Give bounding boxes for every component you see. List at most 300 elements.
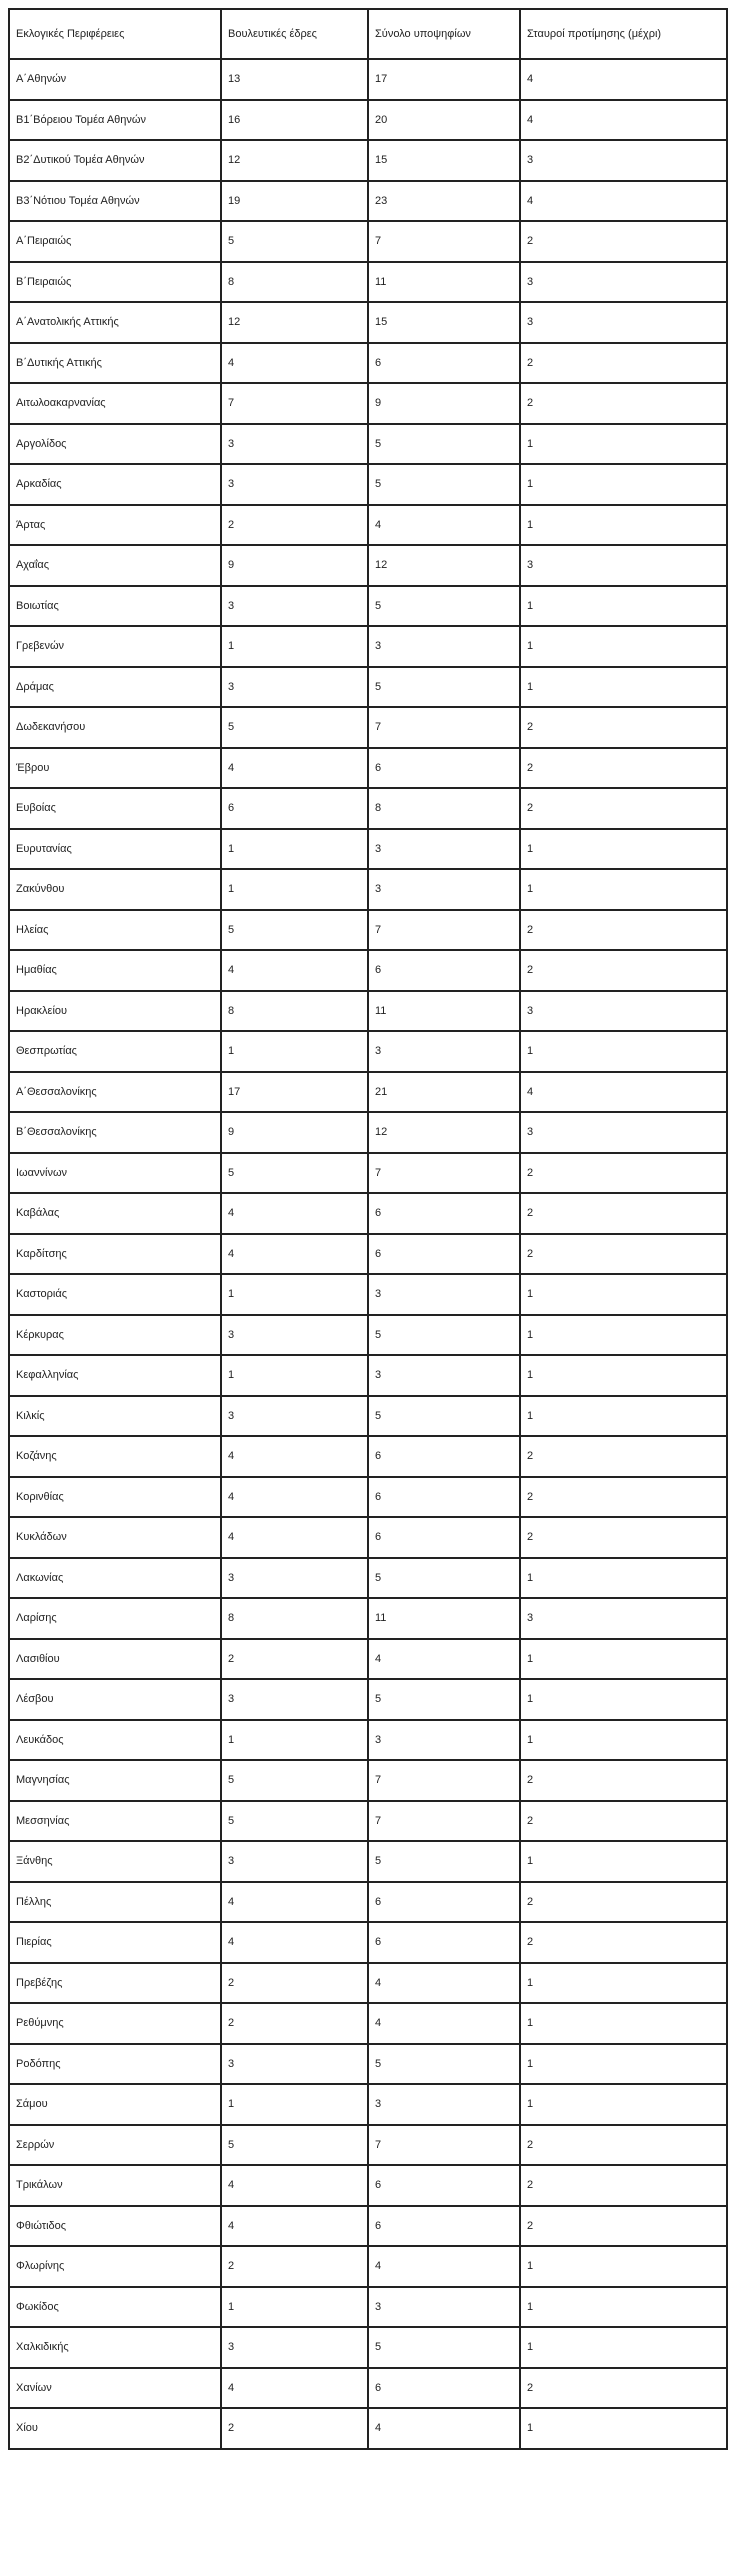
cell-seats: 12 <box>221 302 368 343</box>
cell-candidates: 4 <box>368 1639 520 1680</box>
cell-district: Πέλλης <box>9 1882 221 1923</box>
cell-seats: 2 <box>221 1963 368 2004</box>
cell-seats: 1 <box>221 1274 368 1315</box>
cell-candidates: 6 <box>368 1436 520 1477</box>
table-row <box>9 829 727 870</box>
cell-candidates: 11 <box>368 262 520 303</box>
table-row <box>9 1639 727 1680</box>
cell-district: Λέσβου <box>9 1679 221 1720</box>
table-row <box>9 1153 727 1194</box>
cell-seats: 2 <box>221 505 368 546</box>
cell-candidates: 6 <box>368 748 520 789</box>
cell-candidates: 4 <box>368 1963 520 2004</box>
cell-candidates: 6 <box>368 1193 520 1234</box>
cell-preference-votes: 2 <box>520 383 727 424</box>
cell-district: Ιωαννίνων <box>9 1153 221 1194</box>
cell-seats: 5 <box>221 707 368 748</box>
cell-seats: 3 <box>221 1396 368 1437</box>
cell-preference-votes: 4 <box>520 1072 727 1113</box>
cell-preference-votes: 4 <box>520 59 727 100</box>
cell-seats: 1 <box>221 626 368 667</box>
cell-district: Β΄Πειραιώς <box>9 262 221 303</box>
cell-candidates: 7 <box>368 221 520 262</box>
table-row <box>9 343 727 384</box>
cell-preference-votes: 1 <box>520 1639 727 1680</box>
table-row <box>9 181 727 222</box>
cell-district: Ηρακλείου <box>9 991 221 1032</box>
table-row <box>9 950 727 991</box>
cell-district: Λασιθίου <box>9 1639 221 1680</box>
table-row <box>9 667 727 708</box>
table-row <box>9 869 727 910</box>
cell-candidates: 6 <box>368 2165 520 2206</box>
cell-district: Μεσσηνίας <box>9 1801 221 1842</box>
cell-seats: 9 <box>221 1112 368 1153</box>
cell-district: Δράμας <box>9 667 221 708</box>
cell-district: Β΄Θεσσαλονίκης <box>9 1112 221 1153</box>
cell-district: Κεφαλληνίας <box>9 1355 221 1396</box>
table-row <box>9 586 727 627</box>
table-row <box>9 140 727 181</box>
cell-district: Καρδίτσης <box>9 1234 221 1275</box>
cell-seats: 5 <box>221 910 368 951</box>
cell-preference-votes: 1 <box>520 869 727 910</box>
cell-district: Τρικάλων <box>9 2165 221 2206</box>
cell-seats: 1 <box>221 2287 368 2328</box>
cell-seats: 5 <box>221 2125 368 2166</box>
cell-candidates: 6 <box>368 950 520 991</box>
cell-preference-votes: 2 <box>520 707 727 748</box>
cell-candidates: 3 <box>368 1355 520 1396</box>
cell-preference-votes: 2 <box>520 1153 727 1194</box>
cell-district: Αρκαδίας <box>9 464 221 505</box>
cell-preference-votes: 4 <box>520 100 727 141</box>
cell-seats: 8 <box>221 991 368 1032</box>
cell-district: Α΄Πειραιώς <box>9 221 221 262</box>
cell-preference-votes: 1 <box>520 1274 727 1315</box>
cell-seats: 4 <box>221 950 368 991</box>
table-row <box>9 626 727 667</box>
cell-preference-votes: 1 <box>520 2327 727 2368</box>
cell-candidates: 6 <box>368 1477 520 1518</box>
cell-candidates: 3 <box>368 1720 520 1761</box>
cell-seats: 3 <box>221 1558 368 1599</box>
table-row <box>9 748 727 789</box>
cell-preference-votes: 2 <box>520 2125 727 2166</box>
table-row <box>9 2246 727 2287</box>
cell-district: Χανίων <box>9 2368 221 2409</box>
table-row <box>9 1477 727 1518</box>
cell-preference-votes: 1 <box>520 829 727 870</box>
cell-seats: 1 <box>221 1355 368 1396</box>
table-row <box>9 1882 727 1923</box>
table-body <box>9 59 727 2449</box>
cell-candidates: 6 <box>368 1922 520 1963</box>
cell-seats: 1 <box>221 869 368 910</box>
cell-preference-votes: 2 <box>520 910 727 951</box>
cell-seats: 17 <box>221 1072 368 1113</box>
cell-candidates: 9 <box>368 383 520 424</box>
cell-candidates: 7 <box>368 1153 520 1194</box>
cell-preference-votes: 1 <box>520 1031 727 1072</box>
cell-district: Β3΄Νότιου Τομέα Αθηνών <box>9 181 221 222</box>
table-row <box>9 1558 727 1599</box>
table-row <box>9 1112 727 1153</box>
cell-seats: 4 <box>221 2165 368 2206</box>
table-row <box>9 2044 727 2085</box>
cell-candidates: 4 <box>368 2246 520 2287</box>
cell-preference-votes: 2 <box>520 1477 727 1518</box>
cell-seats: 5 <box>221 1760 368 1801</box>
cell-preference-votes: 1 <box>520 2408 727 2449</box>
cell-district: Α΄Θεσσαλονίκης <box>9 1072 221 1113</box>
cell-preference-votes: 1 <box>520 424 727 465</box>
cell-candidates: 5 <box>368 424 520 465</box>
table-row <box>9 2084 727 2125</box>
cell-preference-votes: 1 <box>520 2287 727 2328</box>
cell-preference-votes: 2 <box>520 2368 727 2409</box>
cell-seats: 4 <box>221 2206 368 2247</box>
table-row <box>9 1315 727 1356</box>
cell-seats: 4 <box>221 1477 368 1518</box>
cell-candidates: 7 <box>368 2125 520 2166</box>
cell-preference-votes: 3 <box>520 262 727 303</box>
table-row <box>9 1234 727 1275</box>
cell-seats: 3 <box>221 586 368 627</box>
cell-candidates: 7 <box>368 707 520 748</box>
table-row <box>9 302 727 343</box>
cell-candidates: 11 <box>368 1598 520 1639</box>
cell-candidates: 3 <box>368 2287 520 2328</box>
cell-district: Κυκλάδων <box>9 1517 221 1558</box>
cell-preference-votes: 2 <box>520 950 727 991</box>
cell-seats: 16 <box>221 100 368 141</box>
cell-district: Β2΄Δυτικού Τομέα Αθηνών <box>9 140 221 181</box>
cell-district: Χίου <box>9 2408 221 2449</box>
table-row <box>9 1436 727 1477</box>
table-row <box>9 59 727 100</box>
cell-district: Φλωρίνης <box>9 2246 221 2287</box>
cell-district: Πρεβέζης <box>9 1963 221 2004</box>
cell-candidates: 12 <box>368 545 520 586</box>
cell-candidates: 3 <box>368 2084 520 2125</box>
cell-candidates: 5 <box>368 1558 520 1599</box>
table-row <box>9 1031 727 1072</box>
cell-preference-votes: 2 <box>520 1193 727 1234</box>
cell-candidates: 5 <box>368 1679 520 1720</box>
cell-district: Σερρών <box>9 2125 221 2166</box>
electoral-districts-table <box>8 8 728 2450</box>
cell-district: Ρεθύμνης <box>9 2003 221 2044</box>
cell-district: Β΄Δυτικής Αττικής <box>9 343 221 384</box>
cell-candidates: 5 <box>368 1841 520 1882</box>
cell-seats: 13 <box>221 59 368 100</box>
cell-district: Μαγνησίας <box>9 1760 221 1801</box>
cell-district: Κέρκυρας <box>9 1315 221 1356</box>
table-row <box>9 1720 727 1761</box>
cell-seats: 5 <box>221 1153 368 1194</box>
table-row <box>9 262 727 303</box>
cell-preference-votes: 2 <box>520 1517 727 1558</box>
cell-candidates: 5 <box>368 464 520 505</box>
cell-candidates: 5 <box>368 2044 520 2085</box>
cell-district: Χαλκιδικής <box>9 2327 221 2368</box>
cell-seats: 4 <box>221 1436 368 1477</box>
cell-district: Κοζάνης <box>9 1436 221 1477</box>
cell-candidates: 3 <box>368 869 520 910</box>
cell-district: Α΄Ανατολικής Αττικής <box>9 302 221 343</box>
cell-district: Έβρου <box>9 748 221 789</box>
header-candidates: Σύνολο υποψηφίων <box>368 9 520 59</box>
cell-preference-votes: 1 <box>520 626 727 667</box>
cell-district: Καστοριάς <box>9 1274 221 1315</box>
table-row <box>9 1355 727 1396</box>
cell-candidates: 5 <box>368 1396 520 1437</box>
table-row <box>9 2003 727 2044</box>
table-row <box>9 2287 727 2328</box>
cell-preference-votes: 3 <box>520 1112 727 1153</box>
cell-candidates: 6 <box>368 2368 520 2409</box>
table-row <box>9 910 727 951</box>
header-row <box>9 9 727 59</box>
header-seats: Βουλευτικές έδρες <box>221 9 368 59</box>
table-row <box>9 2327 727 2368</box>
cell-district: Β1΄Βόρειου Τομέα Αθηνών <box>9 100 221 141</box>
cell-district: Σάμου <box>9 2084 221 2125</box>
table-row <box>9 2125 727 2166</box>
cell-preference-votes: 3 <box>520 302 727 343</box>
cell-seats: 1 <box>221 2084 368 2125</box>
cell-seats: 3 <box>221 1679 368 1720</box>
cell-preference-votes: 2 <box>520 2206 727 2247</box>
cell-candidates: 3 <box>368 829 520 870</box>
cell-seats: 4 <box>221 1882 368 1923</box>
table-row <box>9 788 727 829</box>
cell-district: Ξάνθης <box>9 1841 221 1882</box>
header-preference-votes: Σταυροί προτίμησης (μέχρι) <box>520 9 727 59</box>
table-row <box>9 464 727 505</box>
cell-district: Κορινθίας <box>9 1477 221 1518</box>
cell-candidates: 6 <box>368 1882 520 1923</box>
table-row <box>9 1922 727 1963</box>
cell-seats: 3 <box>221 464 368 505</box>
cell-candidates: 6 <box>368 343 520 384</box>
cell-candidates: 5 <box>368 1315 520 1356</box>
cell-preference-votes: 1 <box>520 464 727 505</box>
table-row <box>9 221 727 262</box>
cell-district: Ευβοίας <box>9 788 221 829</box>
cell-candidates: 12 <box>368 1112 520 1153</box>
cell-preference-votes: 2 <box>520 2165 727 2206</box>
cell-candidates: 4 <box>368 2408 520 2449</box>
cell-seats: 1 <box>221 829 368 870</box>
cell-district: Λαρίσης <box>9 1598 221 1639</box>
cell-preference-votes: 3 <box>520 140 727 181</box>
cell-candidates: 15 <box>368 140 520 181</box>
cell-candidates: 3 <box>368 1031 520 1072</box>
cell-candidates: 20 <box>368 100 520 141</box>
cell-district: Ευρυτανίας <box>9 829 221 870</box>
table-row <box>9 1517 727 1558</box>
cell-candidates: 6 <box>368 1517 520 1558</box>
cell-preference-votes: 3 <box>520 545 727 586</box>
cell-candidates: 3 <box>368 626 520 667</box>
cell-candidates: 15 <box>368 302 520 343</box>
table-row <box>9 1072 727 1113</box>
cell-seats: 3 <box>221 1315 368 1356</box>
cell-candidates: 6 <box>368 2206 520 2247</box>
cell-seats: 5 <box>221 221 368 262</box>
cell-district: Φωκίδος <box>9 2287 221 2328</box>
table-row <box>9 1963 727 2004</box>
cell-district: Καβάλας <box>9 1193 221 1234</box>
cell-seats: 2 <box>221 2003 368 2044</box>
cell-preference-votes: 2 <box>520 343 727 384</box>
table-row <box>9 1193 727 1234</box>
cell-preference-votes: 2 <box>520 788 727 829</box>
cell-seats: 9 <box>221 545 368 586</box>
cell-preference-votes: 1 <box>520 2246 727 2287</box>
cell-preference-votes: 2 <box>520 1436 727 1477</box>
header-district: Εκλογικές Περιφέρειες <box>9 9 221 59</box>
cell-preference-votes: 2 <box>520 221 727 262</box>
cell-seats: 3 <box>221 2044 368 2085</box>
table-container <box>8 8 726 2450</box>
cell-seats: 4 <box>221 1234 368 1275</box>
cell-preference-votes: 1 <box>520 2044 727 2085</box>
cell-seats: 6 <box>221 788 368 829</box>
cell-district: Α΄Αθηνών <box>9 59 221 100</box>
cell-seats: 2 <box>221 2246 368 2287</box>
cell-preference-votes: 1 <box>520 2084 727 2125</box>
cell-district: Γρεβενών <box>9 626 221 667</box>
cell-candidates: 7 <box>368 910 520 951</box>
cell-district: Αιτωλοακαρνανίας <box>9 383 221 424</box>
cell-preference-votes: 2 <box>520 1760 727 1801</box>
cell-district: Άρτας <box>9 505 221 546</box>
cell-district: Κιλκίς <box>9 1396 221 1437</box>
cell-district: Ηλείας <box>9 910 221 951</box>
table-row <box>9 1274 727 1315</box>
table-row <box>9 2368 727 2409</box>
cell-preference-votes: 2 <box>520 1922 727 1963</box>
cell-preference-votes: 1 <box>520 1679 727 1720</box>
cell-district: Δωδεκανήσου <box>9 707 221 748</box>
cell-preference-votes: 1 <box>520 1963 727 2004</box>
cell-candidates: 5 <box>368 586 520 627</box>
table-row <box>9 100 727 141</box>
cell-candidates: 7 <box>368 1801 520 1842</box>
cell-seats: 1 <box>221 1031 368 1072</box>
table-row <box>9 2408 727 2449</box>
cell-district: Λευκάδος <box>9 1720 221 1761</box>
cell-district: Βοιωτίας <box>9 586 221 627</box>
cell-seats: 8 <box>221 262 368 303</box>
cell-preference-votes: 1 <box>520 505 727 546</box>
cell-candidates: 4 <box>368 2003 520 2044</box>
cell-candidates: 8 <box>368 788 520 829</box>
cell-candidates: 17 <box>368 59 520 100</box>
cell-preference-votes: 1 <box>520 1558 727 1599</box>
table-row <box>9 383 727 424</box>
cell-seats: 4 <box>221 1517 368 1558</box>
cell-seats: 3 <box>221 424 368 465</box>
cell-seats: 7 <box>221 383 368 424</box>
cell-seats: 4 <box>221 2368 368 2409</box>
table-row <box>9 1679 727 1720</box>
cell-preference-votes: 2 <box>520 1882 727 1923</box>
cell-district: Ζακύνθου <box>9 869 221 910</box>
table-row <box>9 1841 727 1882</box>
table-row <box>9 1760 727 1801</box>
table-row <box>9 2165 727 2206</box>
cell-seats: 3 <box>221 2327 368 2368</box>
cell-preference-votes: 2 <box>520 1801 727 1842</box>
cell-district: Αργολίδος <box>9 424 221 465</box>
cell-seats: 5 <box>221 1801 368 1842</box>
cell-seats: 1 <box>221 1720 368 1761</box>
table-row <box>9 1598 727 1639</box>
table-row <box>9 505 727 546</box>
table-row <box>9 1396 727 1437</box>
cell-seats: 4 <box>221 343 368 384</box>
cell-district: Ημαθίας <box>9 950 221 991</box>
cell-candidates: 5 <box>368 2327 520 2368</box>
cell-candidates: 3 <box>368 1274 520 1315</box>
cell-preference-votes: 2 <box>520 1234 727 1275</box>
cell-candidates: 11 <box>368 991 520 1032</box>
cell-seats: 4 <box>221 1193 368 1234</box>
cell-preference-votes: 3 <box>520 991 727 1032</box>
cell-preference-votes: 1 <box>520 1355 727 1396</box>
cell-preference-votes: 1 <box>520 1841 727 1882</box>
cell-seats: 2 <box>221 1639 368 1680</box>
cell-preference-votes: 2 <box>520 748 727 789</box>
cell-candidates: 7 <box>368 1760 520 1801</box>
cell-seats: 3 <box>221 667 368 708</box>
cell-seats: 12 <box>221 140 368 181</box>
cell-district: Πιερίας <box>9 1922 221 1963</box>
cell-seats: 3 <box>221 1841 368 1882</box>
table-row <box>9 545 727 586</box>
cell-district: Θεσπρωτίας <box>9 1031 221 1072</box>
cell-preference-votes: 4 <box>520 181 727 222</box>
cell-preference-votes: 3 <box>520 1598 727 1639</box>
table-row <box>9 991 727 1032</box>
cell-district: Αχαΐας <box>9 545 221 586</box>
cell-preference-votes: 1 <box>520 2003 727 2044</box>
cell-seats: 2 <box>221 2408 368 2449</box>
cell-candidates: 4 <box>368 505 520 546</box>
table-header <box>9 9 727 59</box>
cell-preference-votes: 1 <box>520 1315 727 1356</box>
cell-preference-votes: 1 <box>520 1720 727 1761</box>
cell-candidates: 6 <box>368 1234 520 1275</box>
cell-candidates: 5 <box>368 667 520 708</box>
table-row <box>9 707 727 748</box>
cell-preference-votes: 1 <box>520 667 727 708</box>
cell-seats: 19 <box>221 181 368 222</box>
cell-district: Λακωνίας <box>9 1558 221 1599</box>
cell-district: Φθιώτιδος <box>9 2206 221 2247</box>
table-row <box>9 2206 727 2247</box>
cell-candidates: 23 <box>368 181 520 222</box>
cell-preference-votes: 1 <box>520 586 727 627</box>
cell-seats: 8 <box>221 1598 368 1639</box>
table-row <box>9 424 727 465</box>
table-row <box>9 1801 727 1842</box>
cell-seats: 4 <box>221 1922 368 1963</box>
